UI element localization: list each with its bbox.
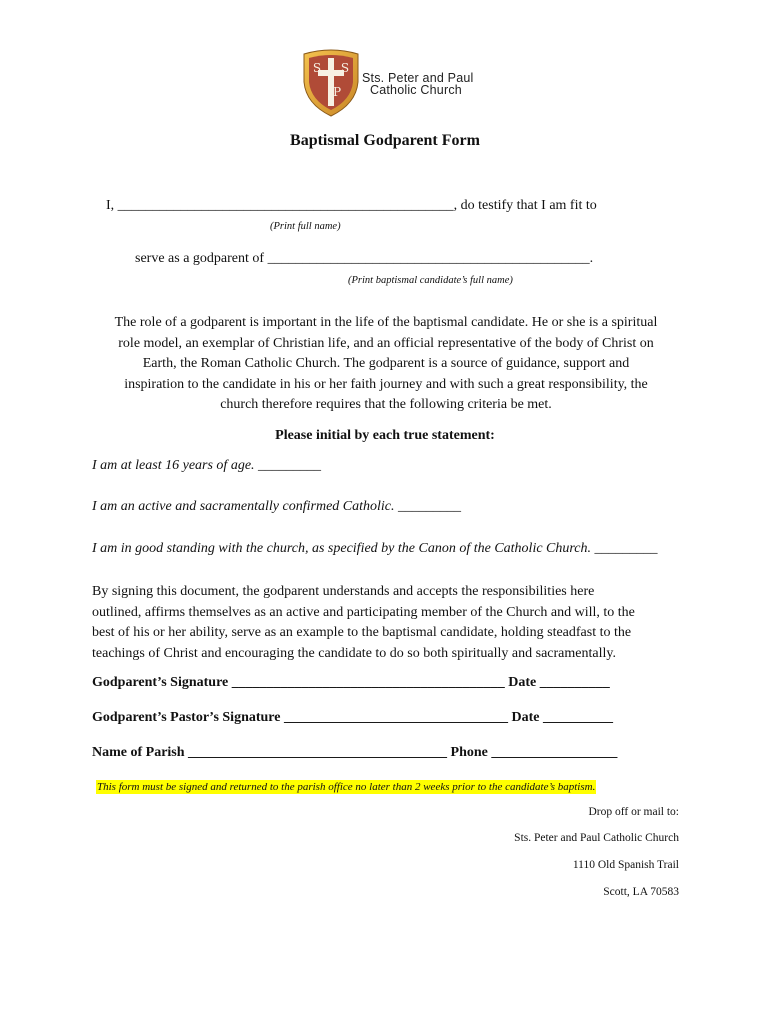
logo-letter-p: P bbox=[332, 85, 342, 99]
signing-line: best of his or her ability, serve as an example to the baptismal candidate, holding steadfast to the bbox=[92, 625, 632, 640]
intro-line: inspiration to the candidate in his or her faith journey and with such a great responsibility, the bbox=[124, 376, 648, 392]
logo-letter-s1: S bbox=[312, 61, 322, 75]
statement-good-standing[interactable]: I am in good standing with the church, as specified by the Canon of the Catholic Church. _________ bbox=[92, 541, 658, 556]
church-name-line2: Catholic Church bbox=[370, 83, 462, 97]
church-name-line1: Sts. Peter and Paul bbox=[362, 71, 474, 85]
initial-heading: Please initial by each true statement: bbox=[275, 428, 495, 443]
full-name-blank[interactable]: ________________________________________________ bbox=[117, 198, 454, 213]
logo-letter-s2: S bbox=[340, 61, 350, 75]
drop-off-instruction: Drop off or mail to: bbox=[588, 806, 679, 818]
candidate-name-caption: (Print baptismal candidate’s full name) bbox=[348, 275, 513, 286]
church-logo bbox=[300, 46, 362, 118]
testify-prefix: I, bbox=[106, 198, 118, 213]
signing-line: teachings of Christ and encouraging the candidate to do so both spiritually and sacramentally. bbox=[92, 645, 616, 661]
signing-paragraph bbox=[92, 582, 692, 664]
testify-line bbox=[106, 198, 597, 214]
form-title: Baptismal Godparent Form bbox=[290, 132, 480, 149]
testify-suffix: , do testify that I am fit to bbox=[453, 198, 597, 213]
signing-line: By signing this document, the godparent understands and accepts the responsibilities here bbox=[92, 584, 595, 599]
pastor-signature-field[interactable]: Godparent’s Pastor’s Signature ________________________________ Date __________ bbox=[92, 710, 613, 725]
intro-line: church therefore requires that the following criteria be met. bbox=[220, 397, 552, 412]
address-street: 1110 Old Spanish Trail bbox=[572, 859, 679, 871]
parish-phone-field[interactable]: Name of Parish _____________________________________ Phone __________________ bbox=[92, 745, 618, 760]
church-name bbox=[362, 72, 474, 96]
intro-line: role model, an exemplar of Christian life, and an official representative of the body of Christ on bbox=[118, 335, 654, 351]
serve-prefix: serve as a godparent of bbox=[135, 251, 268, 266]
signing-line: outlined, affirms themselves as an active and participating member of the Church and will, to the bbox=[92, 604, 635, 620]
intro-line: The role of a godparent is important in the life of the baptismal candidate. He or she is a spiritual bbox=[114, 315, 658, 330]
statement-confirmed[interactable]: I am an active and sacramentally confirmed Catholic. _________ bbox=[92, 499, 461, 514]
full-name-caption: (Print full name) bbox=[270, 221, 341, 232]
statement-age[interactable]: I am at least 16 years of age. _________ bbox=[92, 458, 322, 473]
godparent-signature-field[interactable]: Godparent’s Signature _______________________________________ Date __________ bbox=[92, 675, 610, 690]
candidate-name-blank[interactable]: ______________________________________________ bbox=[267, 251, 590, 266]
intro-paragraph bbox=[86, 313, 686, 416]
serve-line bbox=[135, 251, 593, 267]
serve-suffix: . bbox=[589, 251, 594, 266]
address-church-name: Sts. Peter and Paul Catholic Church bbox=[514, 832, 679, 844]
return-notice: This form must be signed and returned to the parish office no later than 2 weeks prior to the candidate’s baptism. bbox=[97, 781, 596, 793]
address-city: Scott, LA 70583 bbox=[603, 886, 679, 898]
intro-line: Earth, the Roman Catholic Church. The godparent is a source of guidance, support and bbox=[142, 356, 630, 371]
